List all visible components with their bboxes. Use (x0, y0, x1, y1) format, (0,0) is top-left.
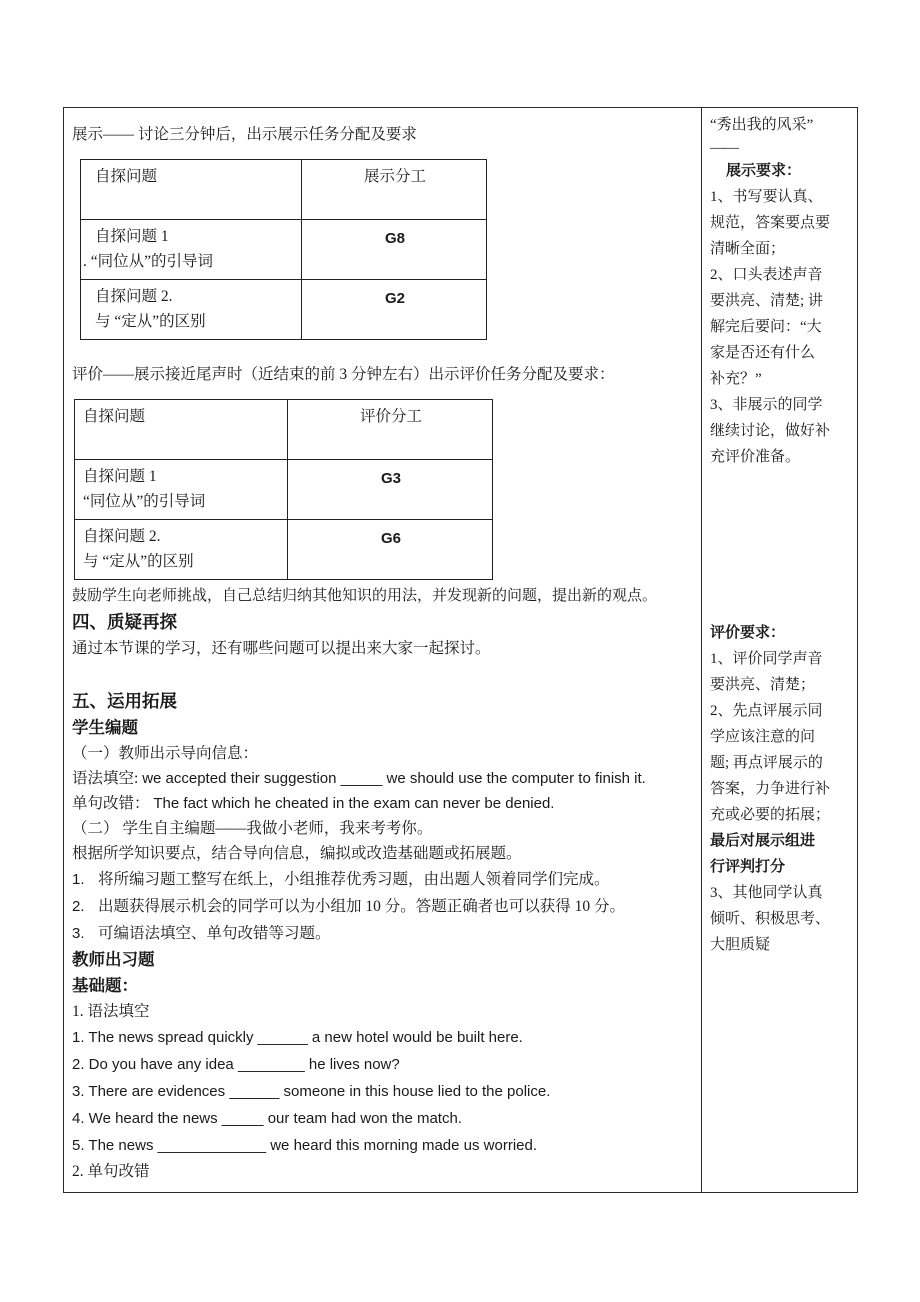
header-question: 自探问题 (75, 400, 288, 460)
part-two-label: （二） 学生自主编题——我做小老师，我来考考你。 (72, 820, 433, 837)
evaluation-tail-line: 大胆质疑 (710, 937, 771, 953)
gap-before-section-five (72, 661, 695, 687)
question-cell (75, 460, 288, 520)
evaluation-requirement-line: 题; 再点评展示的 (710, 755, 823, 771)
sidebar-gap (710, 470, 851, 620)
display-requirement-line: 清晰全面； (710, 241, 786, 257)
list-item (72, 866, 695, 893)
correction-guide-line (72, 791, 695, 816)
question-line-1: 自探问题 2. (83, 528, 161, 545)
question-line-1: 自探问题 1 (95, 228, 169, 245)
list-text: 可编语法填空、单句改错等习题。 (98, 925, 331, 942)
practice-question: 2. Do you have any idea ________ he lives now? (72, 1056, 400, 1073)
display-requirement-line: 解完后要问：“大 (710, 319, 822, 335)
question-cell (81, 220, 302, 280)
correction-label: 单句改错： (72, 795, 154, 812)
evaluate-intro-text: 评价——展示接近尾声时（近结束的前 3 分钟左右）出示评价任务分配及要求： (72, 366, 615, 383)
question-line-2: 与 “定从”的区别 (95, 313, 206, 330)
header-assignment: 评价分工 (288, 400, 493, 460)
display-requirement-line: 规范，答案要点要 (710, 215, 831, 231)
correction-sentence: The fact which he cheated in the exam can never be denied. (153, 795, 555, 812)
display-requirement-line: 补充？” (710, 371, 762, 387)
evaluation-tail-line: 3、其他同学认真 (710, 885, 823, 901)
grammar-section-label: 1. 语法填空 (72, 1003, 150, 1020)
section-five-heading: 五、运用拓展 (72, 691, 177, 711)
basic-questions-heading: 基础题： (72, 977, 138, 995)
main-content (64, 108, 701, 1192)
group-cell: G6 (288, 520, 493, 580)
table-row (75, 460, 493, 520)
question-cell (75, 520, 288, 580)
table-header-row (75, 400, 493, 460)
gap-after-display-table (72, 344, 695, 362)
question-cell (81, 280, 302, 340)
section-four-heading: 四、质疑再探 (72, 612, 177, 632)
list-marker: 2. (72, 898, 85, 915)
evaluation-requirement-line: 充或必要的拓展； (710, 807, 831, 823)
list-item (72, 893, 695, 920)
question-line-1: 自探问题 1 (83, 468, 157, 485)
sidebar-dash: —— (710, 140, 738, 156)
question-line-1: 自探问题 2. (95, 288, 173, 305)
header-assignment: 展示分工 (302, 160, 487, 220)
question-line-2: . “同位从”的引导词 (83, 253, 214, 270)
evaluation-requirement-line: 1、评价同学声音 (710, 651, 823, 667)
evaluation-assignment-table (74, 399, 493, 580)
display-requirement-line: 要洪亮、清楚; 讲 (710, 293, 823, 309)
practice-question: 1. The news spread quickly ______ a new hotel would be built here. (72, 1029, 523, 1046)
evaluation-requirements-title: 评价要求： (710, 624, 786, 641)
display-requirement-line: 2、口头表述声音 (710, 267, 823, 283)
display-requirements-title: 展示要求： (726, 162, 802, 179)
evaluation-tail-line: 倾听、积极思考、 (710, 911, 831, 927)
question-line-2: 与 “定从”的区别 (83, 553, 194, 570)
section-four-body: 通过本节课的学习，还有哪些问题可以提出来大家一起探讨。 (72, 640, 491, 657)
display-assignment-table (80, 159, 487, 340)
evaluation-requirement-line: 答案，力争进行补 (710, 781, 831, 797)
list-marker: 1. (72, 871, 85, 888)
encourage-text: 鼓励学生向老师挑战，自己总结归纳其他知识的用法，并发现新的问题，提出新的观点。 (72, 588, 658, 604)
grammar-fill-guide-line (72, 766, 695, 791)
practice-question: 4. We heard the news _____ our team had won the match. (72, 1110, 462, 1127)
table-row (81, 280, 487, 340)
list-text: 出题获得展示机会的同学可以为小组加 10 分。答题正确者也可以获得 10 分。 (98, 898, 626, 915)
display-requirement-line: 充评价准备。 (710, 449, 801, 465)
group-cell: G3 (288, 460, 493, 520)
display-requirement-line: 3、非展示的同学 (710, 397, 823, 413)
table-header-row (81, 160, 487, 220)
evaluation-emphasis-line: 行评判打分 (710, 858, 786, 875)
top-spacer (72, 112, 695, 122)
part-two-body: 根据所学知识要点，结合导向信息，编拟或改造基础题或拓展题。 (72, 845, 522, 862)
list-item (72, 920, 695, 947)
grammar-fill-label: 语法填空: (72, 770, 143, 787)
display-requirement-line: 1、书写要认真、 (710, 189, 823, 205)
practice-question: 3. There are evidences ______ someone in this house lied to the police. (72, 1083, 551, 1100)
student-compose-heading: 学生编题 (72, 719, 138, 737)
evaluation-emphasis-line: 最后对展示组进 (710, 832, 816, 849)
sidebar-cell (702, 108, 858, 1193)
evaluation-requirement-line: 要洪亮、清楚； (710, 677, 816, 693)
lesson-plan-outer-table (63, 107, 858, 1193)
practice-question: 5. The news _____________ we heard this morning made us worried. (72, 1137, 538, 1154)
teacher-questions-heading: 教师出习题 (72, 951, 155, 969)
grammar-fill-sentence: we accepted their suggestion _____ we should use the computer to finish it. (142, 770, 646, 787)
display-requirement-line: 继续讨论，做好补 (710, 423, 831, 439)
outer-table-row (64, 108, 858, 1193)
part-one-label: （一）教师出示导向信息： (72, 745, 259, 762)
evaluation-requirement-line: 学应该注意的问 (710, 729, 816, 745)
group-cell: G2 (302, 280, 487, 340)
evaluation-requirement-line: 2、先点评展示同 (710, 703, 823, 719)
header-question: 自探问题 (81, 160, 302, 220)
question-line-2: “同位从”的引导词 (83, 493, 206, 510)
sidebar-content (702, 108, 857, 964)
table-row (81, 220, 487, 280)
group-cell: G8 (302, 220, 487, 280)
display-requirement-line: 家是否还有什么 (710, 345, 816, 361)
list-text: 将所编习题工整写在纸上，小组推荐优秀习题，由出题人领着同学们完成。 (98, 871, 610, 888)
correction-section-label: 2. 单句改错 (72, 1163, 150, 1180)
display-intro-text: 展示—— 讨论三分钟后，出示展示任务分配及要求 (72, 126, 417, 143)
table-row (75, 520, 493, 580)
list-marker: 3. (72, 925, 85, 942)
sidebar-slogan: “秀出我的风采” (710, 117, 814, 133)
main-content-cell (64, 108, 702, 1193)
